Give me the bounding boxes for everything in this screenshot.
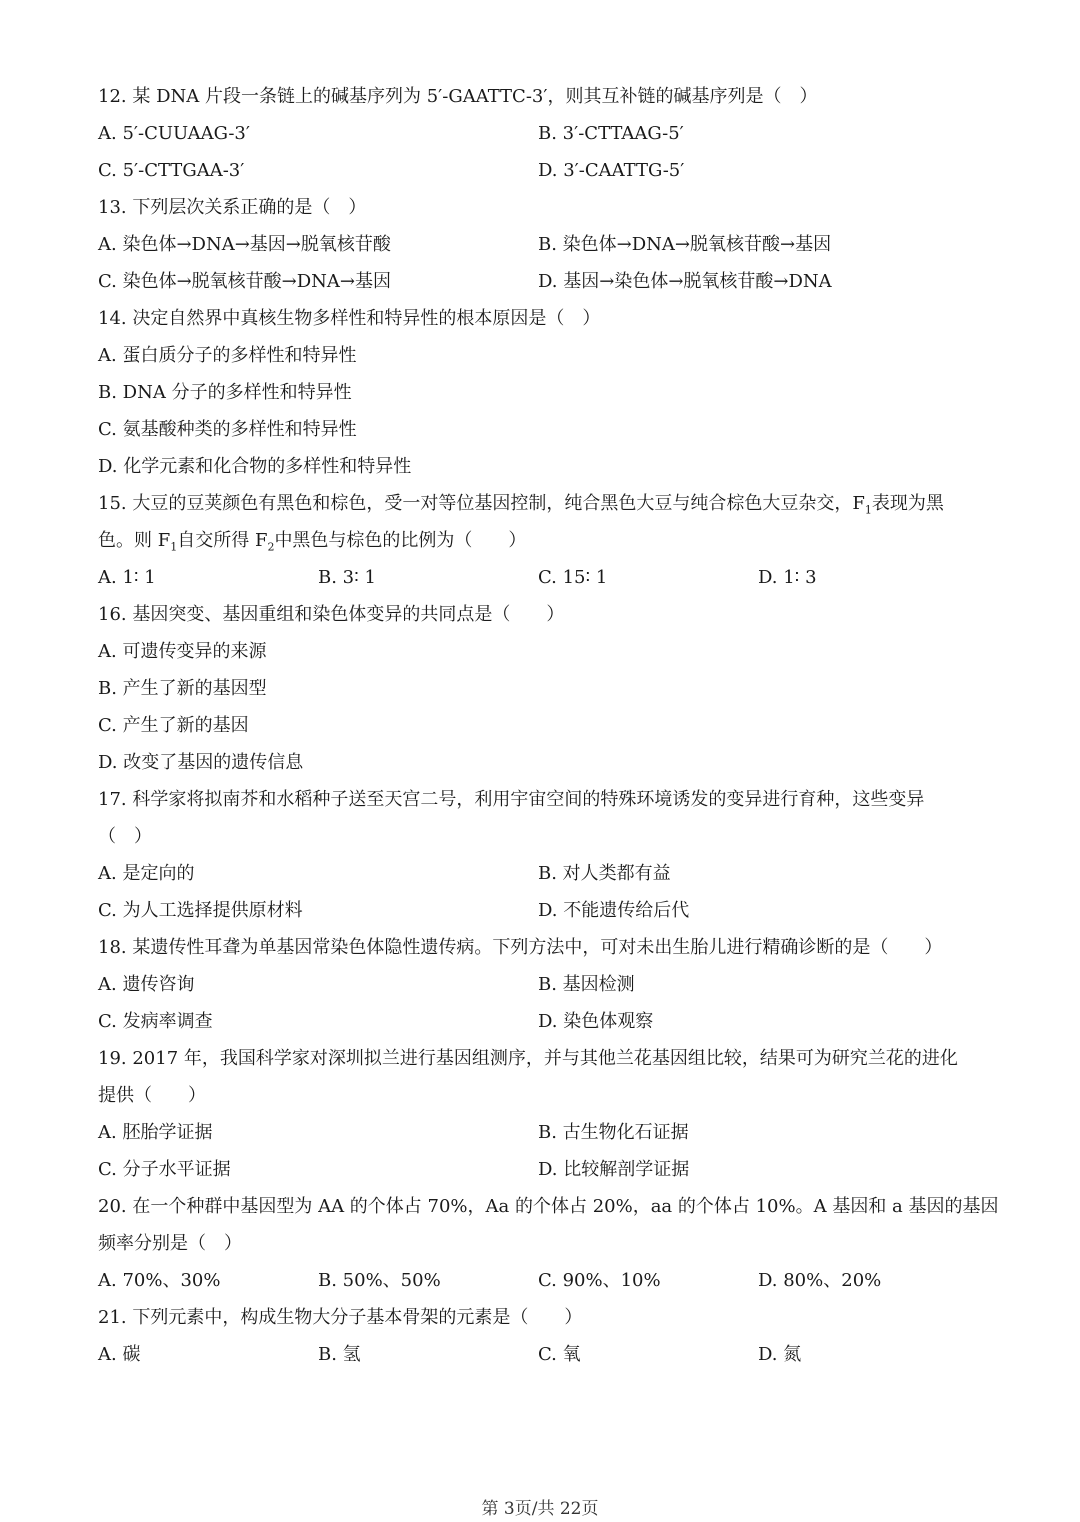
question-14-option-d[interactable]: D. 化学元素和化合物的多样性和特异性 xyxy=(98,456,412,477)
question-15-options-row xyxy=(98,559,988,596)
question-20-option-a[interactable]: A. 70%、30% xyxy=(98,1270,221,1291)
subscript-2: 1 xyxy=(170,540,178,554)
question-12-stem: 12. 某 DNA 片段一条链上的碱基序列为 5′-GAATTC-3′，则其互补链的碱基序列是（ ） xyxy=(98,86,818,107)
question-15-option-c[interactable]: C. 15∶ 1 xyxy=(538,567,608,588)
question-13-options-row-1 xyxy=(98,226,988,263)
question-18-options-row-1 xyxy=(98,966,988,1003)
question-15-option-b[interactable]: B. 3∶ 1 xyxy=(318,567,376,588)
question-14-stem: 14. 决定自然界中真核生物多样性和特异性的根本原因是（ ） xyxy=(98,308,601,329)
question-15-stem-text-2a: 色。则 F xyxy=(98,530,171,551)
question-19-options-row-1 xyxy=(98,1114,988,1151)
question-13-stem: 13. 下列层次关系正确的是（ ） xyxy=(98,197,367,218)
question-13-option-c[interactable]: C. 染色体→脱氧核苷酸→DNA→基因 xyxy=(98,271,391,292)
question-17-option-c[interactable]: C. 为人工选择提供原材料 xyxy=(98,900,303,921)
question-19-options-row-2 xyxy=(98,1151,988,1188)
question-17-option-a[interactable]: A. 是定向的 xyxy=(98,863,195,884)
question-17-option-d[interactable]: D. 不能遗传给后代 xyxy=(538,900,690,921)
question-18-option-c[interactable]: C. 发病率调查 xyxy=(98,1011,213,1032)
question-18-option-a[interactable]: A. 遗传咨询 xyxy=(98,974,195,995)
question-15-option-a[interactable]: A. 1∶ 1 xyxy=(98,567,156,588)
question-12-option-c[interactable]: C. 5′-CTTGAA-3′ xyxy=(98,160,245,181)
question-19-stem-line-2: 提供（ ） xyxy=(98,1085,206,1106)
question-19-stem-line-1: 19. 2017 年，我国科学家对深圳拟兰进行基因组测序，并与其他兰花基因组比较，结果可为研究兰花的进化 xyxy=(98,1048,958,1069)
question-19-option-c[interactable]: C. 分子水平证据 xyxy=(98,1159,231,1180)
question-12-option-d[interactable]: D. 3′-CAATTG-5′ xyxy=(538,160,685,181)
question-19-option-a[interactable]: A. 胚胎学证据 xyxy=(98,1122,213,1143)
question-19-option-b[interactable]: B. 古生物化石证据 xyxy=(538,1122,689,1143)
question-15-stem-text-2c: 中黑色与棕色的比例为（ ） xyxy=(274,530,527,551)
question-15-stem-text-1-end: 表现为黑 xyxy=(871,493,944,514)
question-16-stem: 16. 基因突变、基因重组和染色体变异的共同点是（ ） xyxy=(98,604,565,625)
question-12-option-b[interactable]: B. 3′-CTTAAG-5′ xyxy=(538,123,684,144)
question-14-option-a[interactable]: A. 蛋白质分子的多样性和特异性 xyxy=(98,345,357,366)
question-15-stem-text-1: 15. 大豆的豆荚颜色有黑色和棕色，受一对等位基因控制，纯合黑色大豆与纯合棕色大豆杂交，F xyxy=(98,493,865,514)
question-12-options-row-1 xyxy=(98,115,988,152)
question-21-option-d[interactable]: D. 氮 xyxy=(758,1344,802,1365)
question-17-stem-line-2: （ ） xyxy=(98,826,152,847)
question-16-option-d[interactable]: D. 改变了基因的遗传信息 xyxy=(98,752,304,773)
question-21-option-c[interactable]: C. 氧 xyxy=(538,1344,581,1365)
question-15-stem-line-2 xyxy=(98,522,988,559)
question-18-options-row-2 xyxy=(98,1003,988,1040)
question-20-stem-line-2: 频率分别是（ ） xyxy=(98,1233,242,1254)
question-18-option-d[interactable]: D. 染色体观察 xyxy=(538,1011,654,1032)
question-19-option-d[interactable]: D. 比较解剖学证据 xyxy=(538,1159,690,1180)
question-14-option-c[interactable]: C. 氨基酸种类的多样性和特异性 xyxy=(98,419,357,440)
question-21-option-b[interactable]: B. 氢 xyxy=(318,1344,361,1365)
question-17-option-b[interactable]: B. 对人类都有益 xyxy=(538,863,671,884)
question-15-option-d[interactable]: D. 1∶ 3 xyxy=(758,567,817,588)
question-18-stem: 18. 某遗传性耳聋为单基因常染色体隐性遗传病。下列方法中，可对未出生胎儿进行精确诊断的是（ ） xyxy=(98,937,943,958)
question-13-option-a[interactable]: A. 染色体→DNA→基因→脱氧核苷酸 xyxy=(98,234,391,255)
subscript-3: 2 xyxy=(267,540,275,554)
question-13-option-b[interactable]: B. 染色体→DNA→脱氧核苷酸→基因 xyxy=(538,234,832,255)
question-12-option-a[interactable]: A. 5′-CUUAAG-3′ xyxy=(98,123,250,144)
question-20-options-row xyxy=(98,1262,988,1299)
question-12-options-row-2 xyxy=(98,152,988,189)
question-16-option-b[interactable]: B. 产生了新的基因型 xyxy=(98,678,267,699)
question-17-stem-line-1: 17. 科学家将拟南芥和水稻种子送至天宫二号，利用宇宙空间的特殊环境诱发的变异进行育种，这些变异 xyxy=(98,789,925,810)
subscript-1: 1 xyxy=(864,503,872,517)
question-16-option-c[interactable]: C. 产生了新的基因 xyxy=(98,715,249,736)
question-15-stem-line-1 xyxy=(98,485,988,522)
question-17-options-row-2 xyxy=(98,892,988,929)
question-16-option-a[interactable]: A. 可遗传变异的来源 xyxy=(98,641,267,662)
question-15-stem-text-2b: 自交所得 F xyxy=(177,530,268,551)
question-13-option-d[interactable]: D. 基因→染色体→脱氧核苷酸→DNA xyxy=(538,271,832,292)
question-list xyxy=(98,78,999,1373)
question-13-options-row-2 xyxy=(98,263,988,300)
question-17-options-row-1 xyxy=(98,855,988,892)
question-18-option-b[interactable]: B. 基因检测 xyxy=(538,974,635,995)
question-20-option-b[interactable]: B. 50%、50% xyxy=(318,1270,441,1291)
question-14-option-b[interactable]: B. DNA 分子的多样性和特异性 xyxy=(98,382,352,403)
question-21-options-row xyxy=(98,1336,988,1373)
question-20-option-d[interactable]: D. 80%、20% xyxy=(758,1270,882,1291)
question-21-stem: 21. 下列元素中，构成生物大分子基本骨架的元素是（ ） xyxy=(98,1307,583,1328)
question-20-stem-line-1: 20. 在一个种群中基因型为 AA 的个体占 70%，Aa 的个体占 20%，aa 的个体占 10%。A 基因和 a 基因的基因 xyxy=(98,1196,999,1217)
page-footer: 第 3页/共 22页 xyxy=(481,1499,599,1519)
question-20-option-c[interactable]: C. 90%、10% xyxy=(538,1270,661,1291)
question-21-option-a[interactable]: A. 碳 xyxy=(98,1344,141,1365)
